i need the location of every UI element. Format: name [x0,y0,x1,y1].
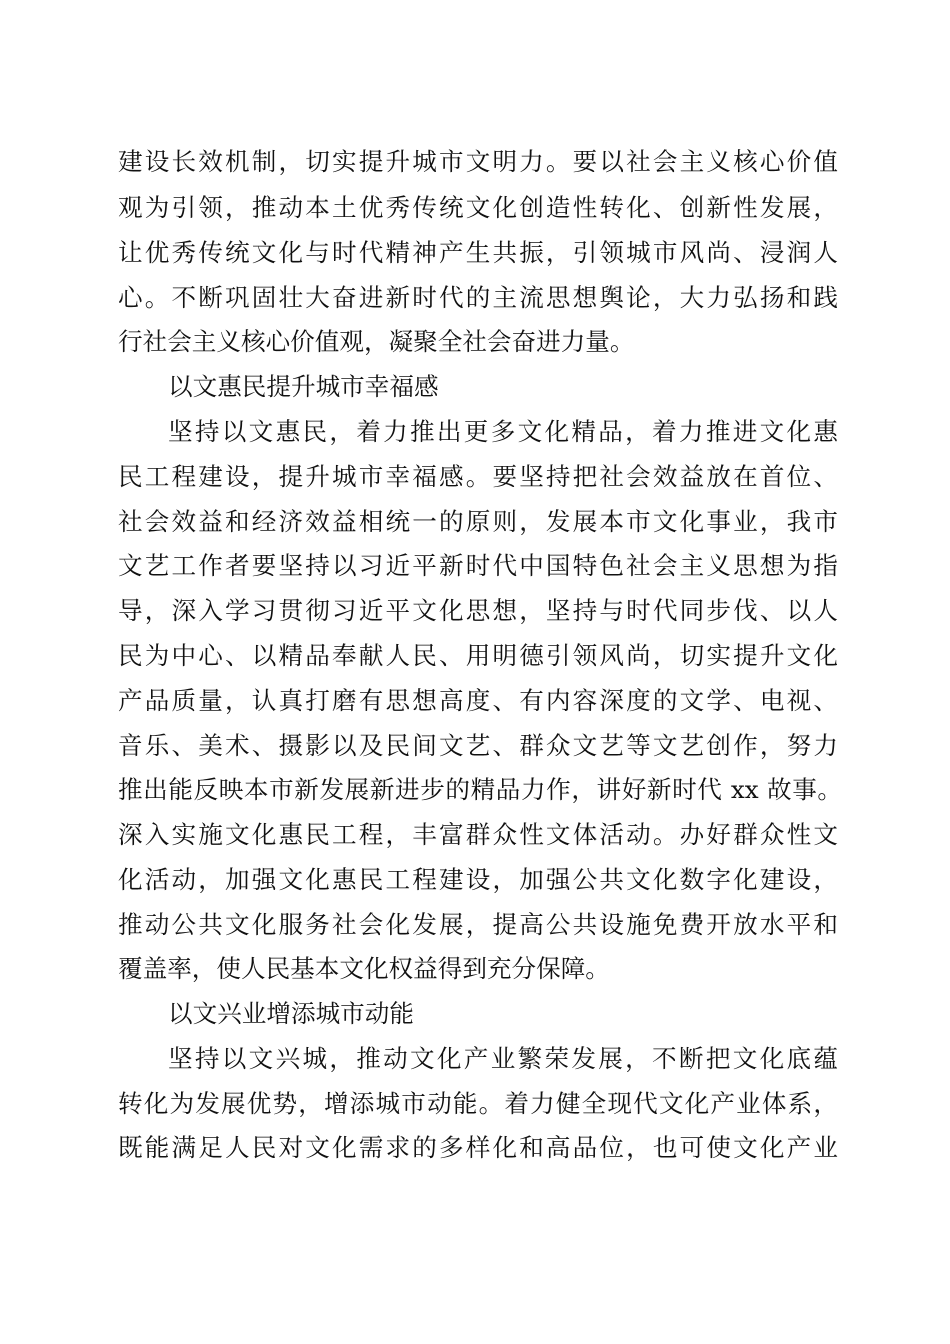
paragraph-1-line-1: 建设长效机制，切实提升城市文明力。要以社会主义核心价值 [118,147,838,176]
paragraph-3-line-1: 坚持以文兴城，推动文化产业繁荣发展，不断把文化底蕴 [168,1044,838,1073]
paragraph-2-line-1: 坚持以文惠民，着力推出更多文化精品，着力推进文化惠 [168,417,838,446]
paragraph-3-line-2: 转化为发展优势，增添城市动能。着力健全现代文化产业体系， [118,1089,838,1118]
paragraph-2-line-11: 化活动，加强文化惠民工程建设，加强公共文化数字化建设， [118,865,838,894]
paragraph-2-line-10: 深入实施文化惠民工程，丰富群众性文体活动。办好群众性文 [118,820,838,849]
paragraph-2-line-8: 音乐、美术、摄影以及民间文艺、群众文艺等文艺创作，努力 [118,731,838,760]
paragraph-2-line-5: 导，深入学习贯彻习近平文化思想，坚持与时代同步伐、以人 [118,596,838,625]
paragraph-2-line-2: 民工程建设，提升城市幸福感。要坚持把社会效益放在首位、 [118,462,838,491]
paragraph-1-line-4: 心。不断巩固壮大奋进新时代的主流思想舆论，大力弘扬和践 [118,283,838,312]
paragraph-1-line-5: 行社会主义核心价值观，凝聚全社会奋进力量。 [118,327,635,356]
paragraph-2-line-7: 产品质量，认真打磨有思想高度、有内容深度的文学、电视、 [118,686,838,715]
paragraph-1-line-3: 让优秀传统文化与时代精神产生共振，引领城市风尚、浸润人 [118,238,838,267]
paragraph-2-line-3: 社会效益和经济效益相统一的原则，发展本市文化事业，我市 [118,507,838,536]
paragraph-2-line-4: 文艺工作者要坚持以习近平新时代中国特色社会主义思想为指 [118,551,838,580]
section-heading-2: 以文兴业增添城市动能 [168,999,414,1028]
paragraph-2-line-9: 推出能反映本市新发展新进步的精品力作，讲好新时代 xx 故事。 [118,775,842,804]
paragraph-2-line-13: 覆盖率，使人民基本文化权益得到充分保障。 [118,954,610,983]
section-heading-1: 以文惠民提升城市幸福感 [168,372,439,401]
paragraph-2-line-6: 民为中心、以精品奉献人民、用明德引领风尚，切实提升文化 [118,641,838,670]
paragraph-2-line-12: 推动公共文化服务社会化发展，提高公共设施免费开放水平和 [118,910,838,939]
paragraph-3-line-3: 既能满足人民对文化需求的多样化和高品位，也可使文化产业 [118,1133,838,1162]
paragraph-1-line-2: 观为引领，推动本土优秀传统文化创造性转化、创新性发展， [118,193,838,222]
